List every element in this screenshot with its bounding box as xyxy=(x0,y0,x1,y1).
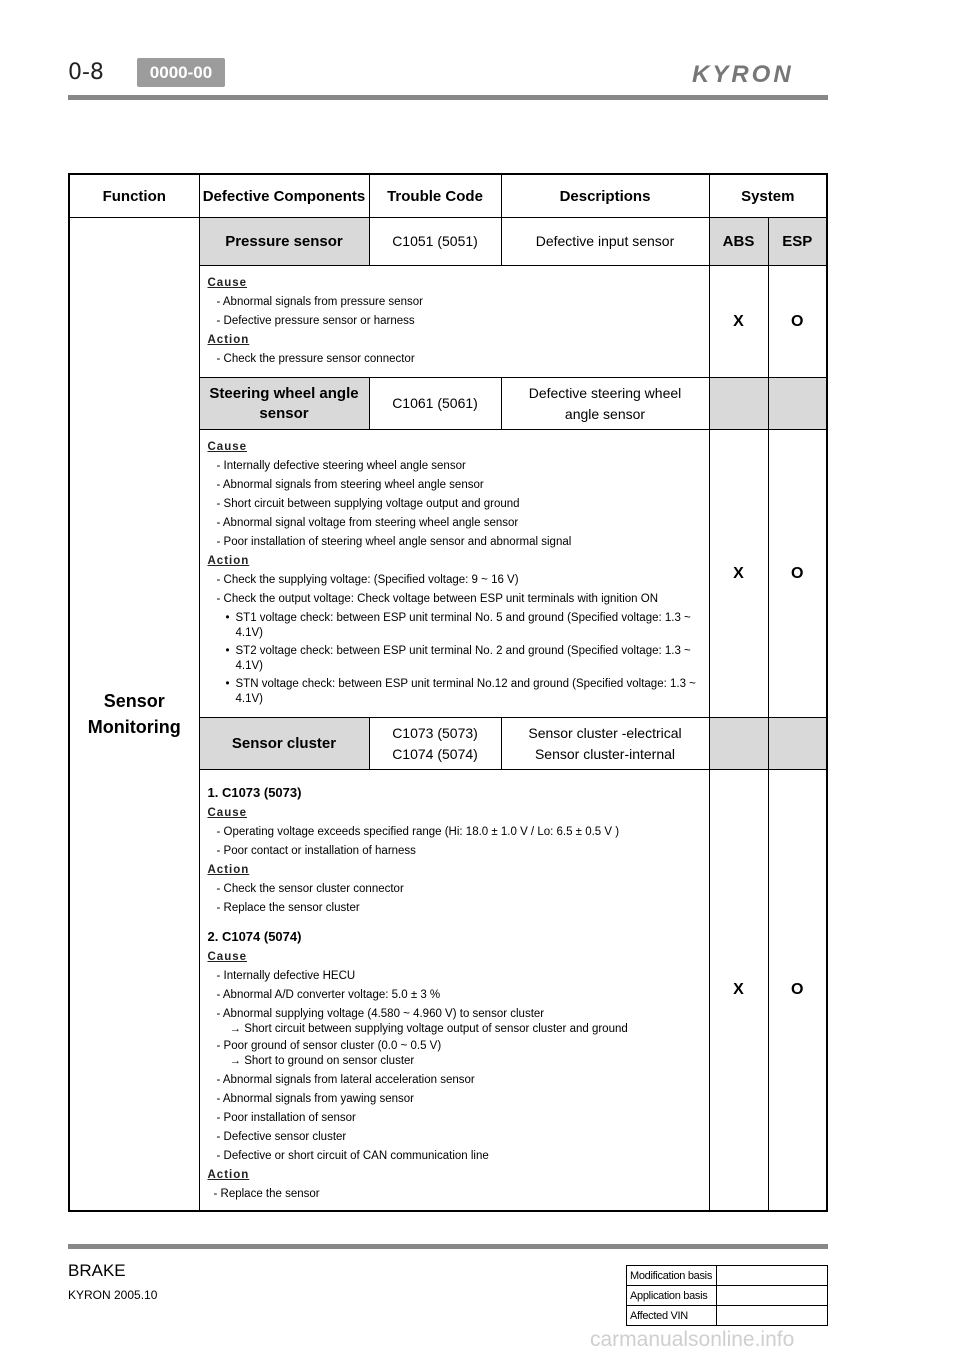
cause-item: - Abnormal A/D converter voltage: 5.0 ± 3 % xyxy=(216,989,441,1001)
trouble-code: C1061 (5061) xyxy=(392,395,478,411)
action-item: - Check the output voltage: Check voltage between ESP unit terminals with ignition ON xyxy=(216,593,658,605)
action-item: - Replace the sensor cluster xyxy=(216,902,360,914)
cause-item: - Internally defective steering wheel angle sensor xyxy=(216,460,466,472)
esp-mark: O xyxy=(768,266,827,378)
cause-subitem: → Short circuit between supplying voltage output of sensor cluster and ground xyxy=(229,1023,628,1035)
detail-cell xyxy=(199,770,709,1212)
system-esp-blank xyxy=(768,378,827,430)
cause-item: - Poor installation of steering wheel angle sensor and abnormal signal xyxy=(216,536,572,548)
action-item: - Check the sensor cluster connector xyxy=(216,883,404,895)
description-text: Defective input sensor xyxy=(535,233,675,249)
voltage-check-text: ST2 voltage check: between ESP unit terminal No. 2 and ground (Specified voltage: 1.3 ~ 4.1V) xyxy=(235,645,691,672)
voltage-check-item xyxy=(208,611,701,641)
col-header-system: System xyxy=(709,174,827,218)
description-cell xyxy=(501,218,709,266)
trouble-code-cell xyxy=(369,378,501,430)
basis-value xyxy=(717,1266,828,1286)
voltage-check-text: STN voltage check: between ESP unit terminal No.12 and ground (Specified voltage: 1.3 ~ 4.1V) xyxy=(235,678,696,705)
basis-value xyxy=(717,1306,828,1326)
col-header-trouble-code: Trouble Code xyxy=(369,174,501,218)
kyron-logo-text: KYRON xyxy=(692,61,794,88)
abs-mark: X xyxy=(709,430,768,718)
component-name: Pressure sensor xyxy=(225,232,343,250)
cause-item: - Operating voltage exceeds specified range (Hi: 18.0 ± 1.0 V / Lo: 6.5 ± 0.5 V ) xyxy=(216,826,620,838)
cause-item: - Abnormal signals from steering wheel angle sensor xyxy=(216,479,484,491)
detail-cell xyxy=(199,266,709,378)
footer-rule xyxy=(68,1244,828,1249)
trouble-code: C1051 (5051) xyxy=(392,233,478,249)
function-cell xyxy=(69,218,199,1212)
cause-item: - Abnormal signals from yawing sensor xyxy=(216,1093,414,1105)
voltage-check-text: ST1 voltage check: between ESP unit terminal No. 5 and ground (Specified voltage: 1.3 ~ 4.1V) xyxy=(235,612,691,639)
bullet-icon: • xyxy=(225,645,230,657)
cause-item: - Defective or short circuit of CAN communication line xyxy=(216,1150,489,1162)
component-name: Steering wheel angle xyxy=(209,384,359,402)
system-esp-header: ESP xyxy=(768,218,827,266)
watermark: carmanualsonline.info xyxy=(590,1328,795,1351)
action-item: - Replace the sensor xyxy=(213,1188,320,1200)
kyron-logo xyxy=(690,60,828,88)
component-cell xyxy=(199,378,369,430)
basis-value xyxy=(717,1286,828,1306)
cause-subitem: → Short to ground on sensor cluster xyxy=(229,1055,415,1067)
esp-mark: O xyxy=(768,770,827,1212)
footer-section: BRAKE xyxy=(68,1261,126,1280)
trouble-code-cell xyxy=(369,718,501,770)
basis-label: Modification basis xyxy=(627,1266,717,1286)
cause-item: - Defective pressure sensor or harness xyxy=(216,315,415,327)
basis-table xyxy=(626,1265,828,1326)
cause-label: Cause xyxy=(207,277,248,289)
abs-mark: X xyxy=(709,770,768,1212)
page-number: 0-8 xyxy=(68,60,104,85)
col-header-components: Defective Components xyxy=(199,174,369,218)
subsection-title: 1. C1073 (5073) xyxy=(207,785,302,800)
trouble-code-cell xyxy=(369,218,501,266)
trouble-code-table xyxy=(68,173,828,1212)
header-rule xyxy=(68,95,828,100)
component-name: sensor xyxy=(259,404,309,422)
system-abs-header: ABS xyxy=(709,218,768,266)
cause-item: - Internally defective HECU xyxy=(216,970,356,982)
cause-item: - Poor ground of sensor cluster (0.0 ~ 0.5 V) xyxy=(216,1040,442,1052)
description-text: Sensor cluster -electrical xyxy=(528,724,682,741)
action-label: Action xyxy=(207,864,250,876)
system-esp-blank xyxy=(768,718,827,770)
cause-item: - Abnormal signals from pressure sensor xyxy=(216,296,423,308)
action-label: Action xyxy=(207,555,250,567)
subsection-title: 2. C1074 (5074) xyxy=(207,929,302,944)
cause-label: Cause xyxy=(207,951,248,963)
footer-model: KYRON 2005.10 xyxy=(68,1288,158,1302)
cause-item: - Abnormal signal voltage from steering wheel angle sensor xyxy=(216,517,519,529)
system-abs-blank xyxy=(709,378,768,430)
basis-label: Application basis xyxy=(627,1286,717,1306)
bullet-icon: • xyxy=(225,678,230,690)
component-cell xyxy=(199,718,369,770)
cause-item: - Poor installation of sensor xyxy=(216,1112,356,1124)
bullet-icon: • xyxy=(225,612,230,624)
cause-item: - Poor contact or installation of harness xyxy=(216,845,416,857)
trouble-code: C1074 (5074) xyxy=(392,745,478,762)
cause-item: - Defective sensor cluster xyxy=(216,1131,347,1143)
function-line: Monitoring xyxy=(87,717,181,737)
section-code-badge: 0000-00 xyxy=(137,58,225,87)
cause-label: Cause xyxy=(207,807,248,819)
cause-item: - Abnormal signals from lateral acceleration sensor xyxy=(216,1074,475,1086)
component-name: Sensor cluster xyxy=(231,734,337,752)
action-label: Action xyxy=(207,1169,250,1181)
table-header-row xyxy=(69,174,827,218)
function-line: Sensor xyxy=(103,691,165,711)
description-text: Defective steering wheel xyxy=(528,384,682,401)
description-text: Sensor cluster-internal xyxy=(534,745,676,762)
description-text: angle sensor xyxy=(564,405,646,422)
component-row xyxy=(69,218,827,266)
cause-item: - Abnormal supplying voltage (4.580 ~ 4.960 V) to sensor cluster xyxy=(216,1008,545,1020)
abs-mark: X xyxy=(709,266,768,378)
esp-mark: O xyxy=(768,430,827,718)
basis-label: Affected VIN xyxy=(627,1306,717,1326)
cause-label: Cause xyxy=(207,441,248,453)
detail-cell xyxy=(199,430,709,718)
trouble-code: C1073 (5073) xyxy=(392,724,478,741)
voltage-check-item xyxy=(208,677,701,707)
cause-item: - Short circuit between supplying voltage output and ground xyxy=(216,498,520,510)
component-cell xyxy=(199,218,369,266)
col-header-function: Function xyxy=(69,174,199,218)
col-header-descriptions: Descriptions xyxy=(501,174,709,218)
system-abs-blank xyxy=(709,718,768,770)
action-label: Action xyxy=(207,334,250,346)
description-cell xyxy=(501,378,709,430)
voltage-check-item xyxy=(208,644,701,674)
action-item: - Check the supplying voltage: (Specified voltage: 9 ~ 16 V) xyxy=(216,574,519,586)
action-item: - Check the pressure sensor connector xyxy=(216,353,415,365)
description-cell xyxy=(501,718,709,770)
